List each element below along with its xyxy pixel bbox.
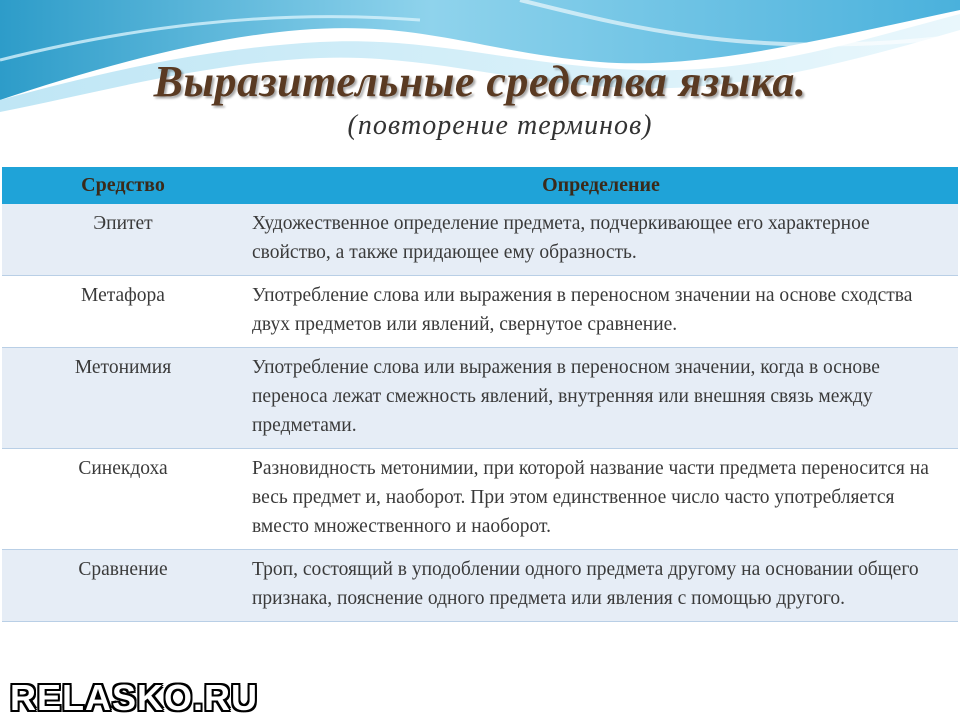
definition-cell: Употребление слова или выражения в переносном значении, когда в основе переноса лежат смежность явлений, внутренняя или внешняя связь между предметами.: [244, 348, 958, 449]
terms-table: [2, 167, 958, 622]
definition-cell: Троп, состоящий в уподоблении одного предмета другому на основании общего признака, пояснение одного предмета или явления с помощью другого.: [244, 550, 958, 622]
term-cell: Метонимия: [2, 348, 244, 449]
term-cell: Сравнение: [2, 550, 244, 622]
header-definition: Определение: [244, 167, 958, 204]
term-cell: Метафора: [2, 276, 244, 348]
table-row: [2, 276, 958, 348]
table-row: [2, 550, 958, 622]
term-cell: Эпитет: [2, 204, 244, 276]
definition-cell: Употребление слова или выражения в переносном значении на основе сходства двух предметов или явлений, свернутое сравнение.: [244, 276, 958, 348]
definition-cell: Художественное определение предмета, подчеркивающее его характерное свойство, а также придающее ему образность.: [244, 204, 958, 276]
table-header-row: [2, 167, 958, 204]
table-row: [2, 449, 958, 550]
table-row: [2, 348, 958, 449]
definition-cell: Разновидность метонимии, при которой название части предмета переносится на весь предмет и, наоборот. При этом единственное число часто употребляется вместо множественного и наоборот.: [244, 449, 958, 550]
header-term: Средство: [2, 167, 244, 204]
slide-subtitle: (повторение терминов): [347, 110, 653, 141]
watermark-logo: RELASKO.RU: [10, 677, 259, 718]
slide-title: Выразительные средства языка.: [153, 57, 807, 106]
term-cell: Синекдоха: [2, 449, 244, 550]
table-row: [2, 204, 958, 276]
